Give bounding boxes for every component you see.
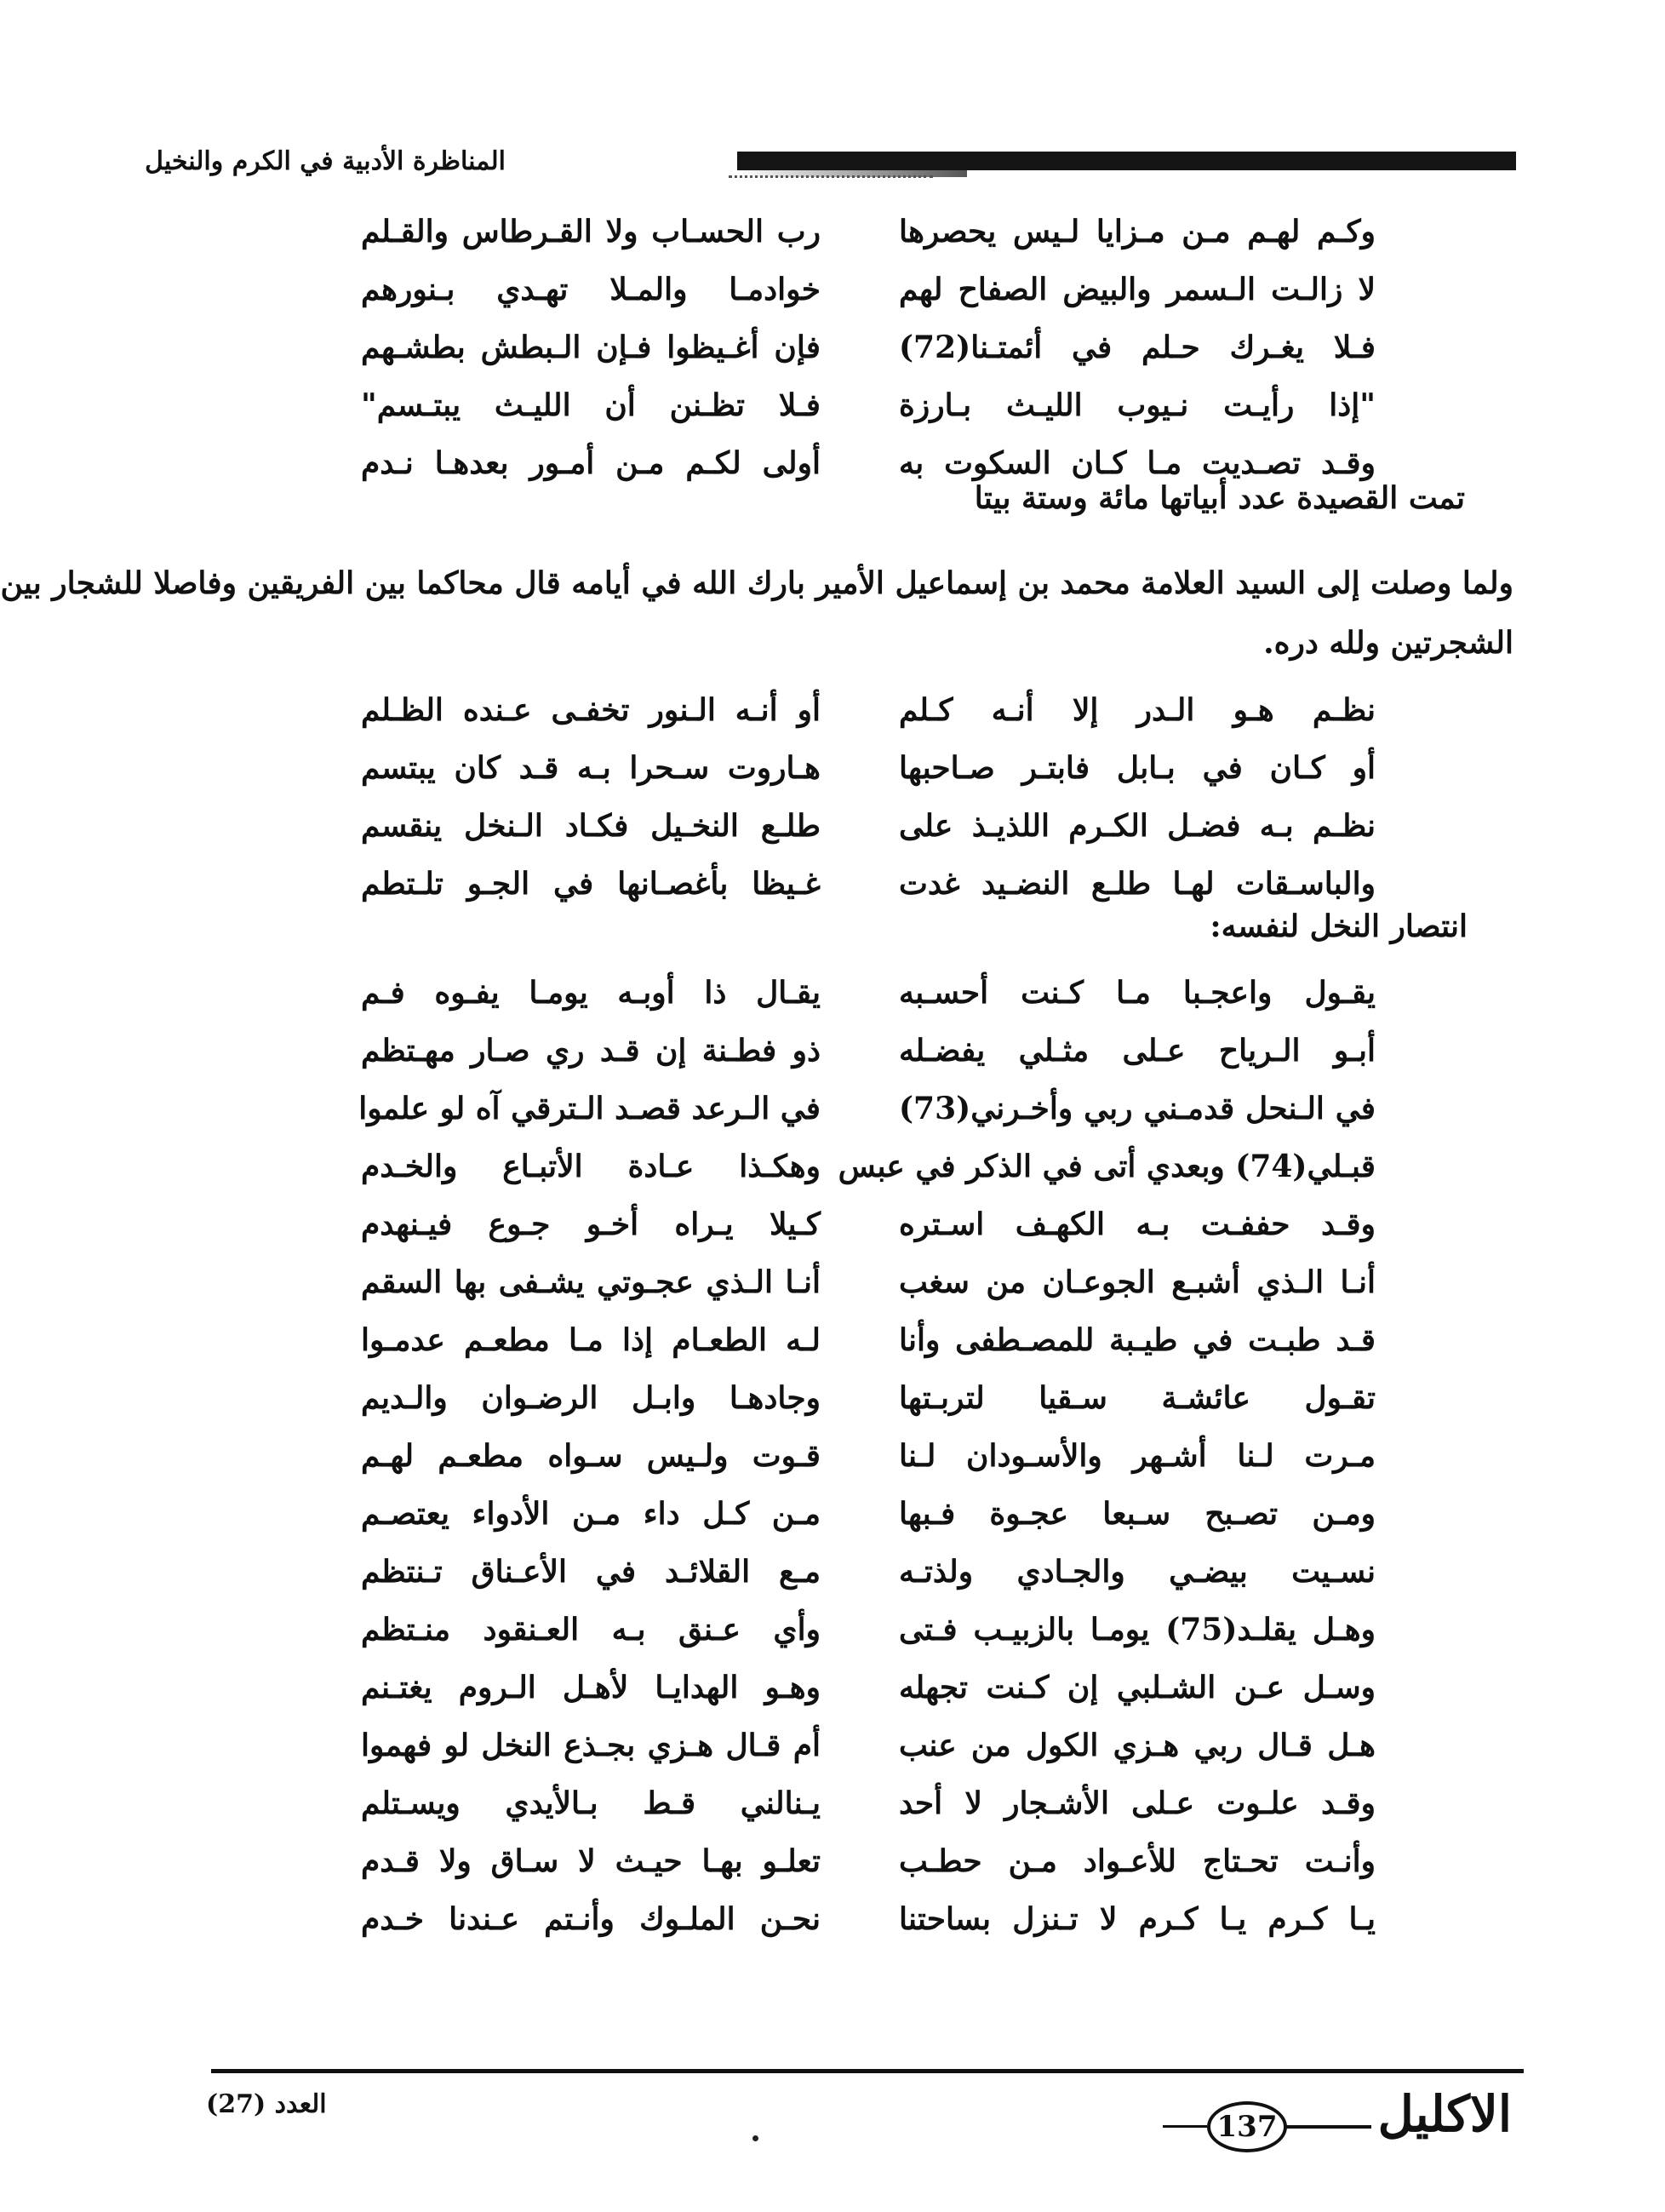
verse-second-hemistich: أنـا الـذي عجـوتي يشـفى بها السقم	[361, 1264, 821, 1300]
verse-second-hemistich: كـيلا يـراه أخـو جـوع فيـنهدم	[361, 1206, 821, 1242]
verse	[56, 1716, 1665, 1774]
footer-dot	[752, 2135, 758, 2141]
footer-logo-line	[1286, 2125, 1371, 2129]
verse-second-hemistich: طلـع النخـيل فكـاد الـنخل ينقسم	[361, 808, 821, 844]
verse-second-hemistich: وهكـذا عـادة الأتبـاع والخـدم	[361, 1149, 821, 1184]
verse	[56, 1601, 1665, 1659]
verse	[56, 681, 1665, 739]
poem-2	[56, 681, 1665, 913]
verse-first-hemistich: قـد طبـت في طيـبة للمصـطفى وأنا	[899, 1322, 1376, 1358]
verse	[56, 1022, 1665, 1080]
verse-first-hemistich: أو كـان في بـابل فابتـر صـاحبها	[899, 750, 1376, 786]
verse-first-hemistich: تقـول عائشـة سـقيا لتربـتها	[899, 1380, 1376, 1416]
header-rule	[737, 152, 1516, 170]
verse-first-hemistich: أنـا الـذي أشبـع الجوعـان من سغب	[899, 1264, 1376, 1300]
verse	[56, 1832, 1665, 1890]
verse-first-hemistich: ومـن تصـبح سـبعا عجـوة فـبها	[899, 1496, 1376, 1532]
header-dotted-trail	[729, 175, 933, 183]
verse-second-hemistich: هـاروت سـحرا بـه قـد كان يبتسم	[361, 750, 821, 786]
verse	[56, 1890, 1665, 1948]
running-header-title: المناظرة الأدبية في الكرم والنخيل	[145, 146, 506, 176]
verse-first-hemistich: نظـم هـو الـدر إلا أنـه كـلم	[899, 692, 1376, 728]
verse	[56, 1485, 1665, 1543]
verse-second-hemistich: يـنالني قـط بـالأيدي ويسـتلم	[361, 1785, 821, 1821]
verse-second-hemistich: وأي عـنق بـه العـنقود منـتظم	[361, 1612, 821, 1648]
verse-first-hemistich: مـرت لـنا أشـهر والأسـودان لـنا	[899, 1438, 1376, 1474]
verse	[56, 1659, 1665, 1716]
verse-second-hemistich: ذو فطـنة إن قـد ري صـار مهـتظم	[361, 1033, 821, 1069]
poem-closing-note: تمت القصيدة عدد أبياتها مائة وستة بيتا	[974, 480, 1465, 516]
verse-second-hemistich: في الـرعد قصـد الـترقي آه لو علموا	[358, 1091, 821, 1126]
verse-second-hemistich: وهـو الهدايـا لأهـل الـروم يغتـنم	[361, 1670, 821, 1705]
verse	[56, 797, 1665, 855]
verse-first-hemistich: وأنـت تحـتاج للأعـواد مـن حطـب	[899, 1843, 1376, 1879]
verse-second-hemistich: مـن كـل داء مـن الأدواء يعتصـم	[361, 1496, 821, 1532]
verse-first-hemistich: وقـد حففـت بـه الكهـف اسـتره	[899, 1206, 1376, 1242]
verse-second-hemistich: أم قـال هـزي بجـذع النخل لو فهموا	[361, 1728, 821, 1763]
verse	[56, 1138, 1665, 1195]
verse-first-hemistich: يـا كـرم يـا كـرم لا تـنزل بساحتنا	[899, 1901, 1376, 1937]
verse-first-hemistich: وكـم لهـم مـن مـزايا لـيس يحصرها	[899, 214, 1376, 249]
footer-page-line	[1163, 2125, 1207, 2128]
verse-second-hemistich: غـيظا بأغصـانها في الجـو تلـتطم	[361, 866, 821, 902]
verse-second-hemistich: يقـال ذا أوبـه يومـا يفـوه فـم	[361, 975, 821, 1011]
verse-first-hemistich: وسـل عـن الشـلبي إن كـنت تجهله	[899, 1670, 1376, 1705]
verse-second-hemistich: فإن أغـيظوا فـإن الـبطش بطشـهم	[361, 330, 821, 365]
issue-number: العدد (27)	[206, 2089, 327, 2119]
verse-first-hemistich: فـلا يغـرك حـلم في أئمتـنا(72)	[899, 330, 1376, 365]
verse-second-hemistich: أو أنـه الـنور تخفـى عـنده الظـلم	[361, 692, 821, 728]
verse-second-hemistich: خوادمـا والمـلا تهـدي بـنورهم	[361, 272, 821, 307]
verse-second-hemistich: مـع القلائـد في الأعـناق تـنتظم	[361, 1554, 821, 1590]
verse	[56, 1427, 1665, 1485]
verse	[56, 1080, 1665, 1138]
verse	[56, 739, 1665, 797]
verse-first-hemistich: وقـد علـوت عـلى الأشـجار لا أحد	[899, 1785, 1376, 1821]
prose-line-1: ولما وصلت إلى السيد العلامة محمد بن إسماعيل الأمير بارك الله في أيامه قال محاكما بين الفريقين وفاصلا للشجار بين	[0, 565, 1513, 601]
verse	[56, 1774, 1665, 1832]
poem-3	[56, 964, 1665, 1948]
verse	[56, 964, 1665, 1022]
verse-first-hemistich: نسـيت بيضـي والجـادي ولذتـه	[899, 1554, 1376, 1590]
verse	[56, 261, 1665, 318]
verse	[56, 1311, 1665, 1369]
verse-first-hemistich: لا زالـت الـسمر والبيض الصفاح لهم	[899, 272, 1376, 307]
verse-first-hemistich: في الـنحل قدمـني ربي وأخـرني(73)	[899, 1091, 1376, 1126]
verse-first-hemistich: أبـو الـرياح عـلى مثـلي يفضـله	[899, 1033, 1376, 1069]
verse-first-hemistich: وهـل يقلـد(75) يومـا بالزبيـب فـتى	[899, 1612, 1376, 1648]
verse-second-hemistich: قـوت ولـيس سـواه مطعـم لهـم	[361, 1438, 821, 1474]
verse-first-hemistich: يقـول واعجـبا مـا كـنت أحسـبه	[899, 975, 1376, 1011]
verse-second-hemistich: أولى لكـم مـن أمـور بعدهـا نـدم	[361, 445, 821, 481]
verse	[56, 376, 1665, 434]
footer-rule	[211, 2069, 1524, 2073]
poem-1	[56, 203, 1665, 492]
verse	[56, 1253, 1665, 1311]
prose-line-2: الشجرتين ولله دره.	[1263, 625, 1513, 661]
verse	[56, 1543, 1665, 1601]
verse-first-hemistich: قبـلي(74) وبعدي أتى في الذكر في عبس	[838, 1149, 1376, 1184]
verse	[56, 1195, 1665, 1253]
verse-second-hemistich: لـه الطعـام إذا مـا مطعـم عدمـوا	[361, 1322, 821, 1358]
verse-first-hemistich: نظـم بـه فضـل الكـرم اللذيـذ على	[899, 808, 1376, 844]
verse-second-hemistich: وجادهـا وابـل الرضـوان والـديم	[361, 1380, 821, 1416]
journal-logo: الاكليل	[1377, 2085, 1512, 2143]
verse	[56, 318, 1665, 376]
verse-second-hemistich: رب الحسـاب ولا القـرطاس والقـلم	[361, 214, 821, 249]
verse	[56, 203, 1665, 261]
page-number: 137	[1207, 2101, 1287, 2152]
verse	[56, 1369, 1665, 1427]
verse-second-hemistich: نحـن الملـوك وأنـتم عـندنا خـدم	[361, 1901, 821, 1937]
verse-first-hemistich: هـل قـال ربي هـزي الكول من عنب	[899, 1728, 1376, 1763]
verse-second-hemistich: تعلـو بهـا حيـث لا سـاق ولا قـدم	[361, 1843, 821, 1879]
verse-first-hemistich: "إذا رأيـت نـيوب الليـث بـارزة	[899, 387, 1376, 423]
section-heading: انتصار النخل لنفسه:	[1210, 908, 1468, 944]
verse-first-hemistich: وقـد تصـديت مـا كـان السكوت به	[899, 445, 1376, 481]
verse-first-hemistich: والباسـقات لهـا طلـع النضـيد غدت	[899, 866, 1376, 902]
verse-second-hemistich: فـلا تظـنن أن الليـث يبتـسم"	[361, 387, 821, 423]
